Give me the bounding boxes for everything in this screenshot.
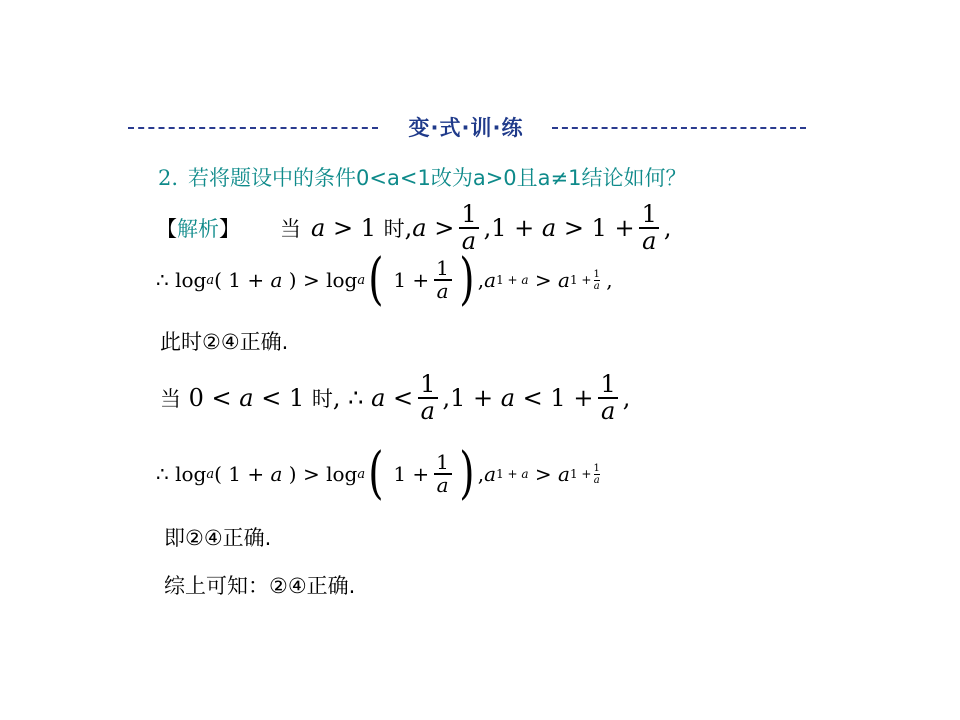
header-dashed-rule-left <box>128 127 378 129</box>
solution-label: 【解析】 <box>156 217 240 242</box>
solution-line-2: ∴ log a ( 1 + a ) > log a ( 1 + $\frac{1}{a}$ ) , a 1 + a > a 1 + $\frac{1}{a}$ , <box>156 247 613 312</box>
header-dashed-rule-right <box>552 127 806 129</box>
conclusion-1: 此时②④正确. <box>160 330 289 354</box>
word-dang: 当 <box>280 217 301 242</box>
log-text: log <box>175 268 207 292</box>
num-one: 1 <box>491 214 507 243</box>
var-a: a <box>412 214 427 243</box>
fraction-1-over-a: $\frac{1}{a}$ <box>433 258 452 302</box>
word-dang: 当 <box>160 387 181 412</box>
problem-text: 若将题设中的条件0<a<1改为a>0且a≠1结论如何？ <box>188 166 687 190</box>
header-title: 变·式·训·练 <box>408 116 524 140</box>
problem-number: 2. <box>158 166 179 190</box>
var-a: a <box>541 214 557 243</box>
num-zero: 0 <box>188 384 204 413</box>
num-one: 1 <box>591 214 607 243</box>
fraction-1-over-a: $\frac{1}{a}$ <box>417 372 438 424</box>
solution-line-3: 当 0 < a < 1 时 , ∴ a < $\frac{1}{a}$ , 1 + a < 1 + $\frac{1}{a}$ , <box>160 370 631 426</box>
solution-line-1: 【解析】 当 a > 1 时 , a > $\frac{1}{a}$ , 1 + a > 1 + $\frac{1}{a}$ , <box>156 200 672 256</box>
word-shi: 时 <box>383 217 405 242</box>
section-header <box>128 112 806 142</box>
conclusion-2: 即②④正确. <box>164 526 272 550</box>
fraction-1-over-a: $\frac{1}{a}$ <box>597 372 618 424</box>
var-a: a <box>311 214 326 243</box>
num-one: 1 <box>360 214 376 243</box>
problem-statement <box>158 162 686 192</box>
solution-line-4: ∴ log a ( 1 + a ) > log a ( 1 + $\frac{1}{a}$ ) , a 1 + a > a 1 + $\frac{1}{a}$ <box>156 441 600 506</box>
fraction-1-over-a: $\frac{1}{a}$ <box>433 452 452 496</box>
final-conclusion: 综上可知：②④正确. <box>164 574 356 598</box>
fraction-1-over-a: $\frac{1}{a}$ <box>458 202 479 254</box>
fraction-1-over-a: $\frac{1}{a}$ <box>639 202 660 254</box>
therefore-symbol: ∴ <box>156 268 169 292</box>
